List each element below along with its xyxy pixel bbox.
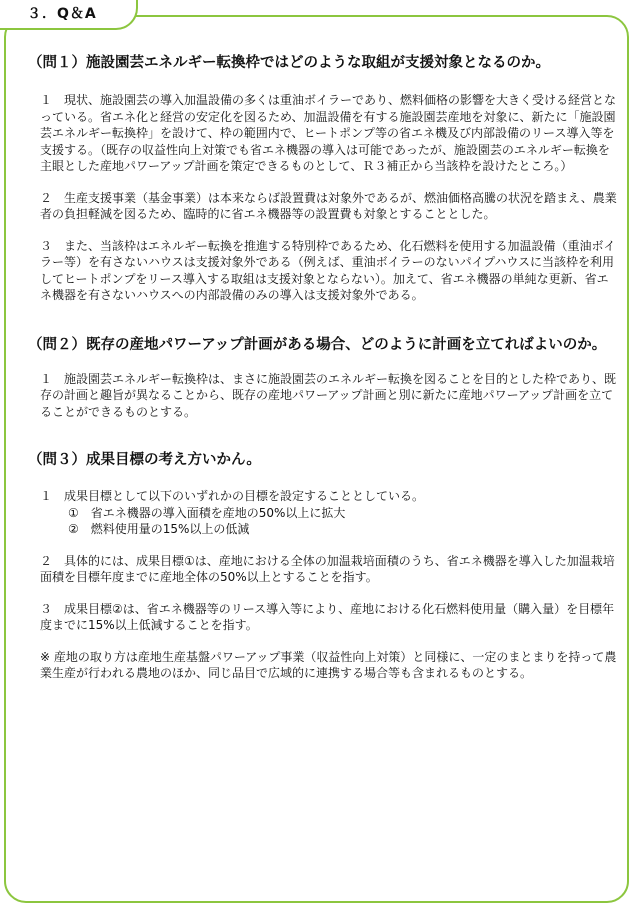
question-3-target-1: ① 省エネ機器の導入面積を産地の50%以上に拡大 bbox=[68, 505, 346, 520]
question-1-title: （問１）施設園芸エネルギー転換枠ではどのような取組が支援対象となるのか。 bbox=[28, 55, 550, 71]
section-tab bbox=[0, 0, 138, 30]
section-tab-label: ３．Q＆A bbox=[27, 6, 97, 22]
qa-content bbox=[28, 53, 620, 682]
question-1-answer-3: ３ また、当該枠はエネルギー転換を推進する特別枠であるため、化石燃料を使用する加温設備（重油ボイラー等）を有さないハウスは支援対象外である（例えば、重油ボイラーのないパイプハウスに当該枠を利用してヒートポンプをリース導入する取組は支援対象とならない）。加えて、省エネ機器の単純な更新、省エネ機器を有さないハウスへの内部設備のみの導入は支援対象外である。 bbox=[40, 238, 616, 302]
question-3-answer-1: １ 成果目標として以下のいずれかの目標を設定することとしている。 bbox=[40, 489, 425, 503]
question-3-target-2: ② 燃料使用量の15%以上の低減 bbox=[68, 522, 250, 536]
question-3-answer-2: ２ 具体的には、成果目標①は、産地における全体の加温栽培面積のうち、省エネ機器を導入した加温栽培面積を目標年度までに産地全体の50%以上とすることを指す。 bbox=[40, 553, 615, 584]
question-3-title: （問３）成果目標の考え方いかん。 bbox=[28, 452, 261, 468]
question-3-note: ※ 産地の取り方は産地生産基盤パワーアップ事業（収益性向上対策）と同様に、一定のまとまりを持って農業生産が行われる農地のほか、同じ品目で広域的に連携する場合等も含まれるものとする。 bbox=[40, 649, 617, 680]
question-1-answer-2: ２ 生産支援事業（基金事業）は本来ならば設置費は対象外であるが、燃油価格高騰の状況を踏まえ、農業者の負担軽減を図るため、臨時的に省エネ機器等の設置費も対象とすることとした。 bbox=[40, 190, 617, 221]
question-2-title: （問２）既存の産地パワーアップ計画がある場合、どのように計画を立てればよいのか。 bbox=[28, 336, 607, 353]
question-1-answer-1: １ 現状、施設園芸の導入加温設備の多くは重油ボイラーであり、燃料価格の影響を大きく受ける経営となっている。省エネ化と経営の安定化を図るため、加温設備を有する施設園芸産地を対象に、新たに「施設園芸エネルギー転換枠」を設けて、枠の範囲内で、ヒートポンプ等の省エネ機及び内部設備のリース導入等を支援する。（既存の収益性向上対策でも省エネ機器の導入は可能であったが、施設園芸のエネルギー転換を主眼とした産地パワーアップ計画を策定できるものとして、Ｒ３補正から当該枠を設けたところ。） bbox=[40, 93, 617, 173]
question-3-answer-3: ３ 成果目標②は、省エネ機器等のリース導入等により、産地における化石燃料使用量（購入量）を目標年度までに15%以上低減することを指す。 bbox=[40, 601, 615, 632]
question-2-answer-1: １ 施設園芸エネルギー転換枠は、まさに施設園芸のエネルギー転換を図ることを目的とした枠であり、既存の計画と趣旨が異なることから、既存の産地パワーアップ計画と別に新たに産地パワーアップ計画を立てることができるものとする。 bbox=[40, 371, 617, 419]
